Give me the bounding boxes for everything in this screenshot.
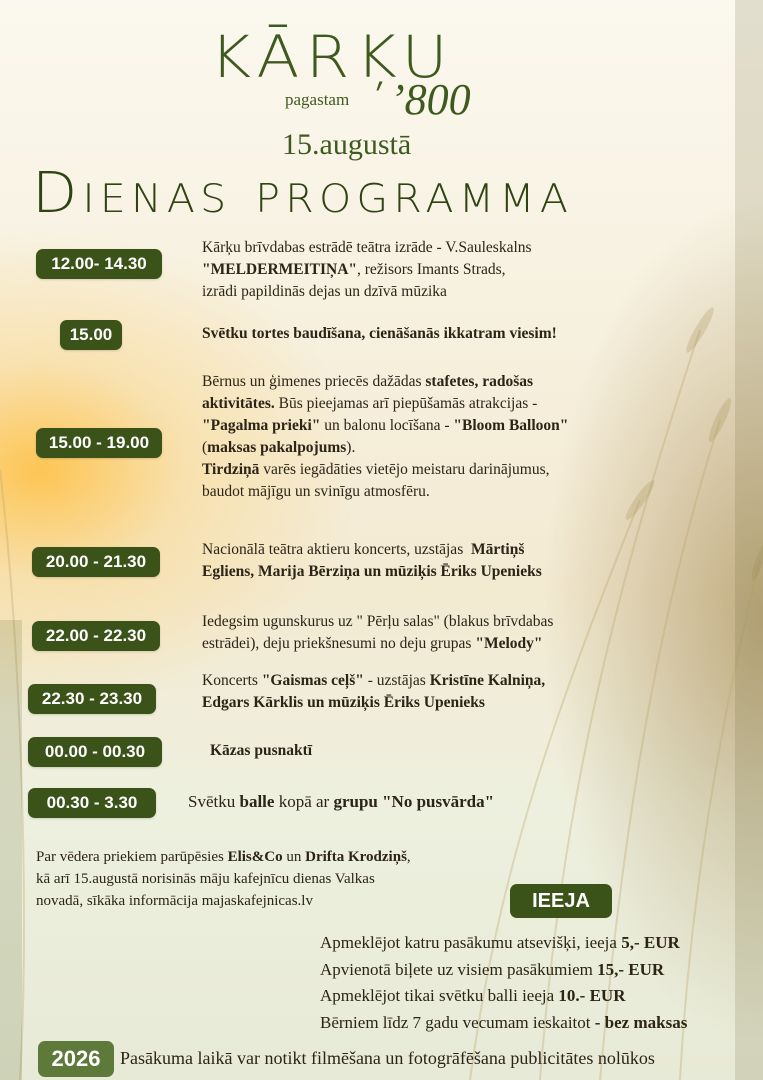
time-badge: 00.00 - 00.30	[28, 737, 162, 767]
bold-text: grupu "No pusvārda"	[333, 792, 495, 811]
price-list	[320, 930, 687, 1036]
text-line	[320, 930, 687, 957]
bold-text: stafetes, radošas	[425, 373, 534, 390]
schedule-entry	[202, 371, 568, 503]
text: Apvienotā biļete uz visiem pasākumiem	[320, 959, 598, 979]
text-line	[320, 1010, 687, 1037]
text-line	[202, 481, 568, 503]
bold-text: 15,- EUR	[597, 959, 665, 979]
text-line	[36, 890, 411, 912]
text-line	[320, 983, 687, 1010]
event-date: 15.augustā	[282, 128, 412, 161]
food-info	[36, 846, 411, 912]
entry-label: IEEJA	[510, 884, 612, 918]
text-line	[36, 846, 411, 868]
poster-subtitle: pagastam	[285, 90, 350, 109]
bold-text: Kāzas pusnaktī	[210, 742, 313, 759]
bold-text: Drifta Krodziņš	[305, 849, 407, 865]
bold-text: Kristīne Kalniņa,	[429, 672, 546, 689]
time-badge: 22.30 - 23.30	[28, 684, 156, 714]
text-line	[210, 740, 312, 762]
text: Svētku	[188, 792, 240, 811]
text: varēs iegādāties vietējo meistaru darinājumus,	[259, 461, 550, 478]
text: Apmeklējot katru pasākumu atsevišķi, ieeja	[320, 933, 622, 952]
schedule-entry	[202, 237, 532, 303]
footer-note: Pasākuma laikā var notikt filmēšana un fotogrāfēšana publicitātes nolūkos	[120, 1048, 655, 1068]
text-line	[202, 281, 532, 303]
year-badge: 2026	[38, 1041, 114, 1077]
text-line	[202, 633, 553, 655]
text-line	[202, 670, 545, 692]
text-line	[202, 611, 553, 633]
text: kopā ar	[274, 792, 334, 811]
bold-text: - bez maksas	[594, 1012, 688, 1032]
text: un balonu locīšana -	[320, 417, 454, 434]
text: un	[282, 849, 306, 865]
text-line	[202, 323, 557, 345]
text: Būs pieejamas arī piepūšamās atrakcijas -	[274, 395, 538, 412]
text: novadā, sīkāka informācija majaskafejnicas.lv	[36, 893, 313, 909]
schedule-entry	[188, 791, 494, 813]
bold-text: Edgars Kārklis un mūziķis Ēriks Upenieks	[202, 694, 485, 711]
schedule-entry	[202, 539, 542, 583]
bold-text: Elis&Co	[227, 849, 283, 865]
text-line	[202, 237, 532, 259]
text-line	[202, 259, 532, 281]
text: estrādei), deju priekšnesumi no deju grupas	[202, 635, 476, 652]
text: Iedegsim ugunskurus uz " Pērļu salas" (blakus brīvdabas	[202, 613, 554, 630]
time-badge: 00.30 - 3.30	[28, 788, 156, 818]
text: Koncerts	[202, 672, 262, 689]
text: Kārķu brīvdabas estrādē teātra izrāde - V.Sauleskalns	[202, 239, 532, 256]
bold-text: "MELDERMEITIŅA"	[202, 261, 357, 278]
bold-text: 5,- EUR	[621, 933, 680, 952]
bold-text: balle	[239, 792, 275, 811]
text: , režisors Imants Strads,	[357, 261, 506, 278]
text: Bērniem līdz 7 gadu vecumam ieskaitot	[320, 1012, 595, 1032]
poster-title: KĀRĶU	[210, 23, 454, 91]
text: Bērnus un ģimenes priecēs dažādas	[202, 373, 426, 390]
text: - uzstājas	[363, 672, 430, 689]
text-line	[202, 561, 542, 583]
schedule-entry	[202, 611, 553, 655]
text: Nacionālā teātra aktieru koncerts, uzstājas	[202, 541, 471, 558]
program-heading: Dienas programma	[32, 161, 574, 226]
text-line	[202, 437, 568, 459]
text-line	[202, 539, 542, 561]
text-line	[202, 371, 568, 393]
time-badge: 15.00	[60, 320, 122, 350]
text-line	[188, 791, 494, 813]
anniversary-number: ’800	[390, 75, 471, 124]
bold-text: maksas pakalpojums	[207, 439, 347, 456]
text-line	[320, 957, 687, 984]
text: kā arī 15.augustā norisinās māju kafejnīcu dienas Valkas	[36, 871, 375, 887]
text: baudot mājīgu un svinīgu atmosfēru.	[202, 483, 430, 500]
bold-text: Mārtiņš	[470, 541, 525, 558]
time-badge: 15.00 - 19.00	[36, 428, 162, 458]
text-line	[202, 692, 545, 714]
bold-text: Svētku tortes baudīšana, cienāšanās ikkatram viesim!	[202, 325, 557, 342]
text: izrādi papildinās dejas un dzīvā mūzika	[202, 283, 447, 300]
text: ,	[406, 849, 411, 865]
text-line	[202, 459, 568, 481]
text-line	[36, 868, 411, 890]
schedule-entry	[210, 740, 312, 762]
text: ).	[346, 439, 356, 456]
time-badge: 20.00 - 21.30	[32, 547, 160, 577]
text-line	[202, 415, 568, 437]
schedule-entry	[202, 670, 545, 714]
text: Apmeklējot tikai svētku balli ieeja	[320, 986, 559, 1005]
time-badge: 22.00 - 22.30	[32, 621, 160, 651]
bold-text: 10.- EUR	[558, 986, 626, 1005]
bold-text: Tirdziņā	[202, 461, 260, 478]
bold-text: "Melody"	[475, 635, 543, 652]
bold-text: "Gaismas ceļš"	[261, 672, 364, 689]
bold-text: Egliens, Marija Bērziņa un mūziķis Ēriks Upenieks	[202, 563, 542, 580]
bold-text: aktivitātes.	[202, 395, 275, 412]
text: (	[202, 439, 208, 456]
bold-text: "Bloom Balloon"	[453, 417, 569, 434]
text: Par vēdera priekiem parūpēsies	[36, 849, 228, 865]
time-badge: 12.00- 14.30	[36, 249, 162, 279]
text-line	[202, 393, 568, 415]
schedule-entry	[202, 323, 557, 345]
bold-text: "Pagalma prieki"	[202, 417, 321, 434]
